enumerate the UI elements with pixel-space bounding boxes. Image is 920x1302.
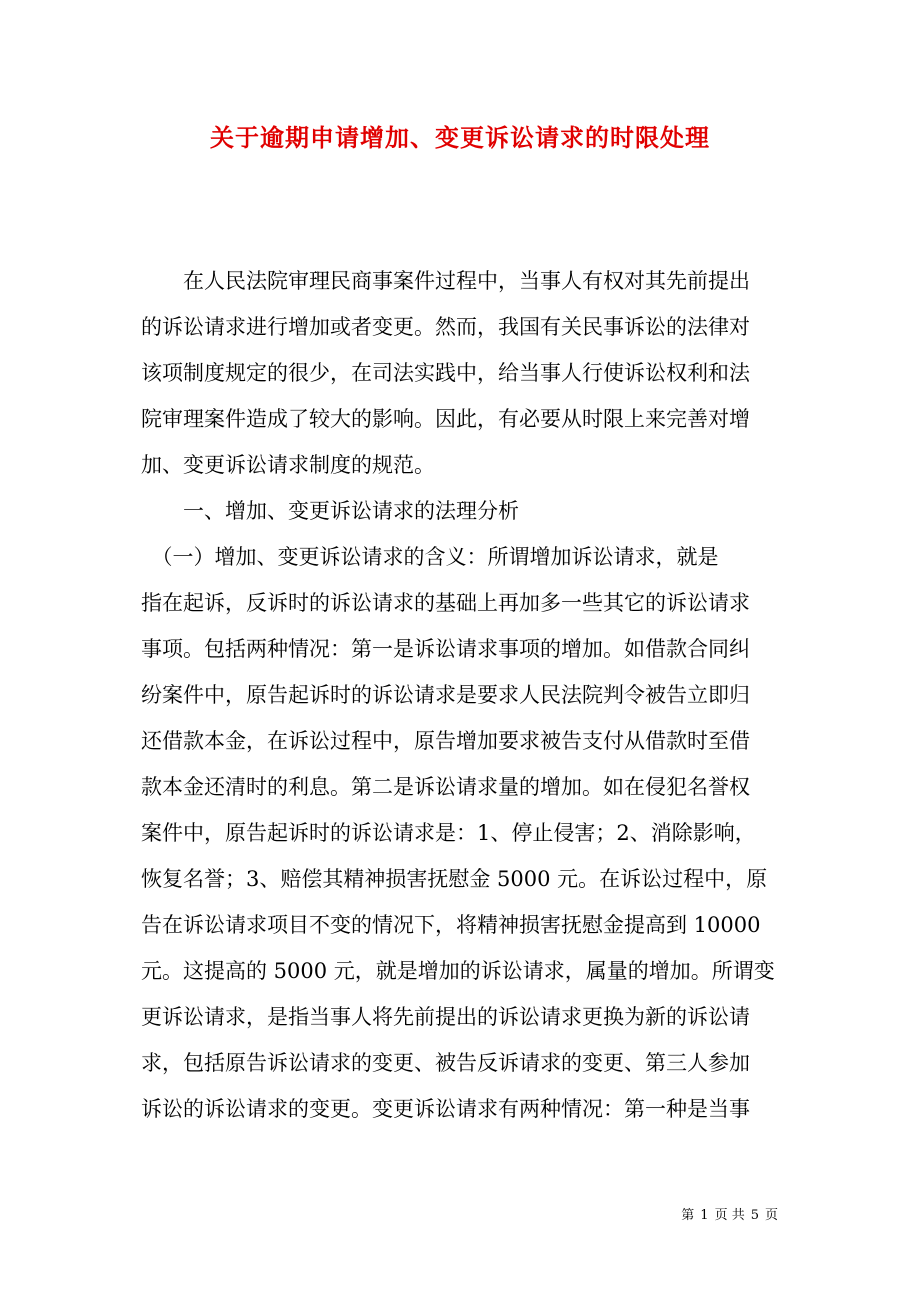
document-body: [141, 258, 781, 1132]
page-label-mid: 页 共: [714, 1208, 745, 1223]
body-line: 的诉讼请求进行增加或者变更。然而，我国有关民事诉讼的法律对: [141, 315, 750, 339]
body-line: 在人民法院审理民商事案件过程中，当事人有权对其先前提出: [141, 269, 750, 293]
body-line: 院审理案件造成了较大的影响。因此，有必要从时限上来完善对增: [141, 407, 750, 431]
page-footer: [640, 1206, 781, 1226]
body-line: 求，包括原告诉讼请求的变更、被告反诉请求的变更、第三人参加: [141, 1051, 750, 1075]
page-total: 5: [750, 1208, 759, 1223]
body-line: （一）增加、变更诉讼请求的含义：所谓增加诉讼请求，就是: [141, 545, 719, 569]
body-line: 更诉讼请求，是指当事人将先前提出的诉讼请求更换为新的诉讼请: [141, 1005, 750, 1029]
body-line: 指在起诉，反诉时的诉讼请求的基础上再加多一些其它的诉讼请求: [141, 591, 750, 615]
body-line: 该项制度规定的很少，在司法实践中，给当事人行使诉讼权利和法: [141, 361, 750, 385]
section-heading: 一、增加、变更诉讼请求的法理分析: [141, 499, 519, 523]
body-line: 诉讼的诉讼请求的变更。变更诉讼请求有两种情况：第一种是当事: [141, 1097, 750, 1121]
body-line: 还借款本金，在诉讼过程中，原告增加要求被告支付从借款时至借: [141, 729, 750, 753]
body-line: 恢复名誉；3、赔偿其精神损害抚慰金 5000 元。在诉讼过程中，原: [141, 867, 768, 891]
body-line: 事项。包括两种情况：第一是诉讼请求事项的增加。如借款合同纠: [141, 637, 750, 661]
body-line: 案件中，原告起诉时的诉讼请求是：1、停止侵害；2、消除影响，: [141, 821, 756, 845]
body-line: 元。这提高的 5000 元，就是增加的诉讼请求，属量的增加。所谓变: [141, 959, 775, 983]
body-line: 告在诉讼请求项目不变的情况下，将精神损害抚慰金提高到 10000: [141, 913, 761, 937]
page-label-suffix: 页: [764, 1208, 778, 1223]
body-line: 加、变更诉讼请求制度的规范。: [141, 453, 435, 477]
document-title: 关于逾期申请增加、变更诉讼请求的时限处理: [210, 123, 710, 152]
body-line: 款本金还清时的利息。第二是诉讼请求量的增加。如在侵犯名誉权: [141, 775, 750, 799]
page-label-prefix: 第: [681, 1208, 695, 1223]
page-current: 1: [700, 1208, 709, 1223]
body-line: 纷案件中，原告起诉时的诉讼请求是要求人民法院判令被告立即归: [141, 683, 750, 707]
